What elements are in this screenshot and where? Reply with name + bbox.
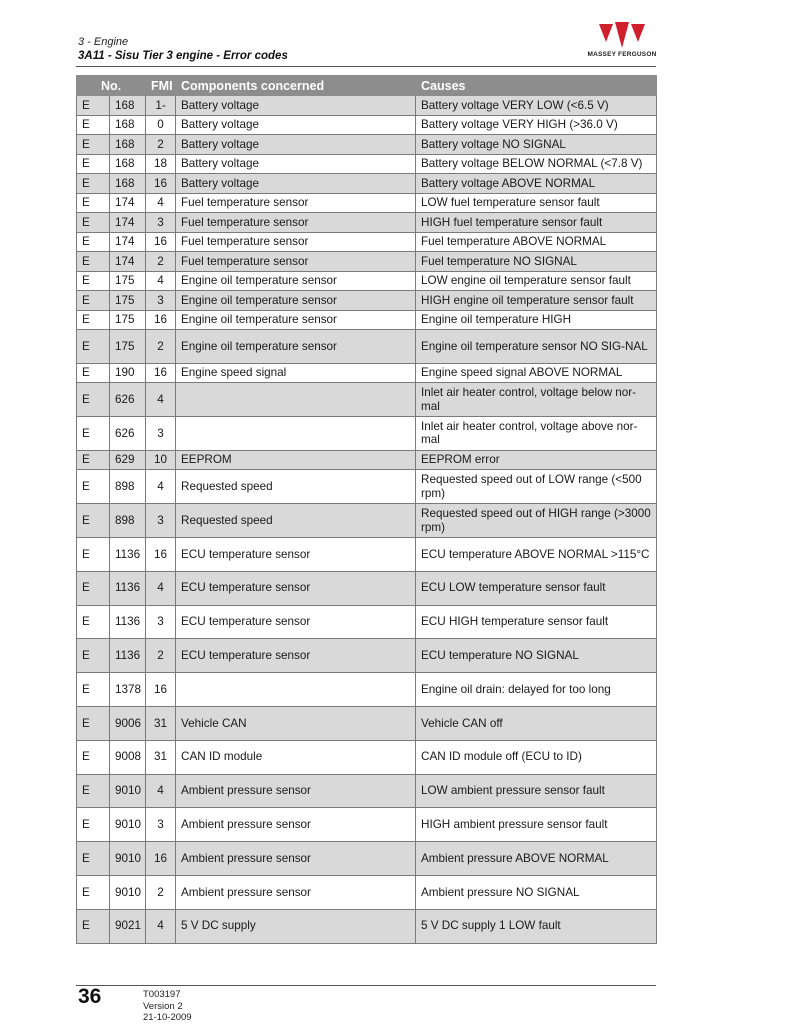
- error-type-cell: E: [77, 291, 110, 311]
- fmi-cell: 2: [146, 639, 176, 673]
- code-number-cell: 168: [110, 154, 146, 174]
- table-row: [77, 213, 657, 233]
- code-number-cell: 9006: [110, 706, 146, 740]
- error-type-cell: E: [77, 115, 110, 135]
- table-row: [77, 504, 657, 538]
- cause-cell: Engine oil temperature sensor NO SIG-NAL: [416, 330, 657, 364]
- cause-cell: 5 V DC supply 1 LOW fault: [416, 909, 657, 943]
- code-number-cell: 190: [110, 363, 146, 383]
- cause-cell: LOW ambient pressure sensor fault: [416, 774, 657, 808]
- fmi-cell: 0: [146, 115, 176, 135]
- table-row: [77, 706, 657, 740]
- table-row: [77, 571, 657, 605]
- component-cell: Battery voltage: [176, 174, 416, 194]
- code-number-cell: 1136: [110, 571, 146, 605]
- table-row: [77, 174, 657, 194]
- code-number-cell: 168: [110, 96, 146, 116]
- component-cell: Battery voltage: [176, 135, 416, 155]
- fmi-cell: 4: [146, 571, 176, 605]
- component-cell: ECU temperature sensor: [176, 537, 416, 571]
- table-row: [77, 909, 657, 943]
- component-cell: Engine oil temperature sensor: [176, 310, 416, 330]
- component-cell: Requested speed: [176, 504, 416, 538]
- table-row: [77, 154, 657, 174]
- cause-cell: Engine speed signal ABOVE NORMAL: [416, 363, 657, 383]
- document-id: T003197: [143, 989, 181, 1000]
- code-number-cell: 168: [110, 115, 146, 135]
- component-cell: Fuel temperature sensor: [176, 232, 416, 252]
- error-type-cell: E: [77, 174, 110, 194]
- document-date: 21-10-2009: [143, 1012, 192, 1023]
- code-number-cell: 174: [110, 252, 146, 272]
- fmi-cell: 31: [146, 706, 176, 740]
- fmi-cell: 10: [146, 450, 176, 470]
- column-header-components: Components concerned: [176, 76, 416, 96]
- page-number: 36: [78, 985, 102, 1008]
- fmi-cell: 4: [146, 271, 176, 291]
- cause-cell: ECU temperature NO SIGNAL: [416, 639, 657, 673]
- fmi-cell: 16: [146, 174, 176, 194]
- cause-cell: Ambient pressure ABOVE NORMAL: [416, 842, 657, 876]
- fmi-cell: 4: [146, 774, 176, 808]
- fmi-cell: 18: [146, 154, 176, 174]
- cause-cell: Battery voltage ABOVE NORMAL: [416, 174, 657, 194]
- table-row: [77, 193, 657, 213]
- code-number-cell: 898: [110, 504, 146, 538]
- cause-cell: LOW engine oil temperature sensor fault: [416, 271, 657, 291]
- cause-cell: EEPROM error: [416, 450, 657, 470]
- table-row: [77, 291, 657, 311]
- component-cell: Battery voltage: [176, 96, 416, 116]
- cause-cell: Inlet air heater control, voltage below nor-mal: [416, 383, 657, 417]
- column-header-fmi: FMI: [146, 76, 176, 96]
- table-row: [77, 450, 657, 470]
- table-row: [77, 135, 657, 155]
- fmi-cell: 3: [146, 808, 176, 842]
- table-row: [77, 417, 657, 451]
- component-cell: Fuel temperature sensor: [176, 213, 416, 233]
- fmi-cell: 16: [146, 842, 176, 876]
- table-header-row: [77, 76, 657, 96]
- table-row: [77, 470, 657, 504]
- fmi-cell: 2: [146, 135, 176, 155]
- cause-cell: Battery voltage NO SIGNAL: [416, 135, 657, 155]
- cause-cell: LOW fuel temperature sensor fault: [416, 193, 657, 213]
- code-number-cell: 168: [110, 135, 146, 155]
- error-type-cell: E: [77, 154, 110, 174]
- code-number-cell: 898: [110, 470, 146, 504]
- error-type-cell: E: [77, 310, 110, 330]
- component-cell: Ambient pressure sensor: [176, 774, 416, 808]
- code-number-cell: 175: [110, 291, 146, 311]
- error-type-cell: E: [77, 383, 110, 417]
- cause-cell: Inlet air heater control, voltage above nor-mal: [416, 417, 657, 451]
- fmi-cell: 16: [146, 232, 176, 252]
- error-type-cell: E: [77, 330, 110, 364]
- error-type-cell: E: [77, 193, 110, 213]
- fmi-cell: 4: [146, 470, 176, 504]
- code-number-cell: 174: [110, 193, 146, 213]
- table-row: [77, 639, 657, 673]
- component-cell: ECU temperature sensor: [176, 639, 416, 673]
- table-row: [77, 252, 657, 272]
- component-cell: EEPROM: [176, 450, 416, 470]
- code-number-cell: 9008: [110, 740, 146, 774]
- cause-cell: Vehicle CAN off: [416, 706, 657, 740]
- table-row: [77, 774, 657, 808]
- error-type-cell: E: [77, 363, 110, 383]
- cause-cell: Engine oil temperature HIGH: [416, 310, 657, 330]
- error-codes-table: [76, 75, 657, 944]
- error-type-cell: E: [77, 135, 110, 155]
- component-cell: Requested speed: [176, 470, 416, 504]
- table-row: [77, 673, 657, 707]
- error-type-cell: E: [77, 271, 110, 291]
- fmi-cell: 4: [146, 193, 176, 213]
- component-cell: Fuel temperature sensor: [176, 193, 416, 213]
- fmi-cell: 16: [146, 673, 176, 707]
- component-cell: Ambient pressure sensor: [176, 842, 416, 876]
- fmi-cell: 16: [146, 537, 176, 571]
- error-type-cell: E: [77, 213, 110, 233]
- component-cell: Ambient pressure sensor: [176, 875, 416, 909]
- table-body: [77, 96, 657, 944]
- cause-cell: ECU HIGH temperature sensor fault: [416, 605, 657, 639]
- table-row: [77, 383, 657, 417]
- code-number-cell: 9021: [110, 909, 146, 943]
- error-type-cell: E: [77, 571, 110, 605]
- component-cell: [176, 417, 416, 451]
- code-number-cell: 1136: [110, 639, 146, 673]
- cause-cell: Requested speed out of HIGH range (>3000 rpm): [416, 504, 657, 538]
- fmi-cell: 3: [146, 291, 176, 311]
- cause-cell: Ambient pressure NO SIGNAL: [416, 875, 657, 909]
- table-row: [77, 842, 657, 876]
- document-version: Version 2: [143, 1000, 183, 1012]
- fmi-cell: 2: [146, 330, 176, 364]
- code-number-cell: 626: [110, 383, 146, 417]
- error-type-cell: E: [77, 875, 110, 909]
- column-header-causes: Causes: [416, 76, 657, 96]
- component-cell: ECU temperature sensor: [176, 571, 416, 605]
- table-row: [77, 363, 657, 383]
- table-row: [77, 232, 657, 252]
- cause-cell: ECU temperature ABOVE NORMAL >115°C: [416, 537, 657, 571]
- code-number-cell: 174: [110, 213, 146, 233]
- component-cell: Battery voltage: [176, 154, 416, 174]
- page-title: 3A11 - Sisu Tier 3 engine - Error codes: [78, 50, 288, 62]
- component-cell: Engine oil temperature sensor: [176, 271, 416, 291]
- code-number-cell: 175: [110, 271, 146, 291]
- code-number-cell: 168: [110, 174, 146, 194]
- triple-triangle-logo-icon: [598, 20, 646, 50]
- section-label: 3 - Engine: [78, 36, 129, 48]
- code-number-cell: 9010: [110, 842, 146, 876]
- error-type-cell: E: [77, 842, 110, 876]
- fmi-cell: 16: [146, 363, 176, 383]
- error-type-cell: E: [77, 673, 110, 707]
- fmi-cell: 3: [146, 213, 176, 233]
- fmi-cell: 16: [146, 310, 176, 330]
- cause-cell: Fuel temperature ABOVE NORMAL: [416, 232, 657, 252]
- code-number-cell: 175: [110, 330, 146, 364]
- error-type-cell: E: [77, 740, 110, 774]
- header-divider: [76, 66, 656, 67]
- fmi-cell: 2: [146, 875, 176, 909]
- component-cell: Ambient pressure sensor: [176, 808, 416, 842]
- cause-cell: Battery voltage BELOW NORMAL (<7.8 V): [416, 154, 657, 174]
- fmi-cell: 3: [146, 605, 176, 639]
- error-type-cell: E: [77, 450, 110, 470]
- component-cell: [176, 673, 416, 707]
- cause-cell: Battery voltage VERY LOW (<6.5 V): [416, 96, 657, 116]
- table-row: [77, 875, 657, 909]
- error-type-cell: E: [77, 96, 110, 116]
- component-cell: ECU temperature sensor: [176, 605, 416, 639]
- table-row: [77, 740, 657, 774]
- component-cell: Engine oil temperature sensor: [176, 330, 416, 364]
- cause-cell: ECU LOW temperature sensor fault: [416, 571, 657, 605]
- error-type-cell: E: [77, 774, 110, 808]
- code-number-cell: 175: [110, 310, 146, 330]
- cause-cell: Requested speed out of LOW range (<500 rpm): [416, 470, 657, 504]
- cause-cell: Engine oil drain: delayed for too long: [416, 673, 657, 707]
- error-type-cell: E: [77, 417, 110, 451]
- error-type-cell: E: [77, 252, 110, 272]
- brand-logo: [586, 20, 658, 58]
- fmi-cell: 2: [146, 252, 176, 272]
- component-cell: [176, 383, 416, 417]
- code-number-cell: 9010: [110, 875, 146, 909]
- error-type-cell: E: [77, 605, 110, 639]
- table-row: [77, 537, 657, 571]
- code-number-cell: 1136: [110, 537, 146, 571]
- component-cell: Fuel temperature sensor: [176, 252, 416, 272]
- code-number-cell: 629: [110, 450, 146, 470]
- error-type-cell: E: [77, 470, 110, 504]
- cause-cell: HIGH ambient pressure sensor fault: [416, 808, 657, 842]
- component-cell: 5 V DC supply: [176, 909, 416, 943]
- fmi-cell: 31: [146, 740, 176, 774]
- component-cell: Vehicle CAN: [176, 706, 416, 740]
- error-type-cell: E: [77, 808, 110, 842]
- component-cell: Engine oil temperature sensor: [176, 291, 416, 311]
- code-number-cell: 1378: [110, 673, 146, 707]
- code-number-cell: 626: [110, 417, 146, 451]
- error-type-cell: E: [77, 909, 110, 943]
- footer-divider: [76, 985, 656, 986]
- code-number-cell: 9010: [110, 808, 146, 842]
- error-type-cell: E: [77, 706, 110, 740]
- fmi-cell: 3: [146, 417, 176, 451]
- error-type-cell: E: [77, 537, 110, 571]
- column-header-no: No.: [77, 76, 146, 96]
- component-cell: Battery voltage: [176, 115, 416, 135]
- table-row: [77, 271, 657, 291]
- cause-cell: Fuel temperature NO SIGNAL: [416, 252, 657, 272]
- fmi-cell: 3: [146, 504, 176, 538]
- cause-cell: HIGH engine oil temperature sensor fault: [416, 291, 657, 311]
- code-number-cell: 9010: [110, 774, 146, 808]
- table-row: [77, 310, 657, 330]
- cause-cell: CAN ID module off (ECU to ID): [416, 740, 657, 774]
- fmi-cell: 4: [146, 383, 176, 417]
- table-row: [77, 330, 657, 364]
- cause-cell: Battery voltage VERY HIGH (>36.0 V): [416, 115, 657, 135]
- document-meta: [143, 989, 192, 1024]
- table-row: [77, 115, 657, 135]
- table-row: [77, 96, 657, 116]
- error-type-cell: E: [77, 232, 110, 252]
- error-type-cell: E: [77, 504, 110, 538]
- logo-text: MASSEY FERGUSON: [587, 51, 657, 58]
- cause-cell: HIGH fuel temperature sensor fault: [416, 213, 657, 233]
- code-number-cell: 1136: [110, 605, 146, 639]
- table-row: [77, 605, 657, 639]
- component-cell: Engine speed signal: [176, 363, 416, 383]
- code-number-cell: 174: [110, 232, 146, 252]
- table-row: [77, 808, 657, 842]
- fmi-cell: 1-: [146, 96, 176, 116]
- component-cell: CAN ID module: [176, 740, 416, 774]
- error-type-cell: E: [77, 639, 110, 673]
- fmi-cell: 4: [146, 909, 176, 943]
